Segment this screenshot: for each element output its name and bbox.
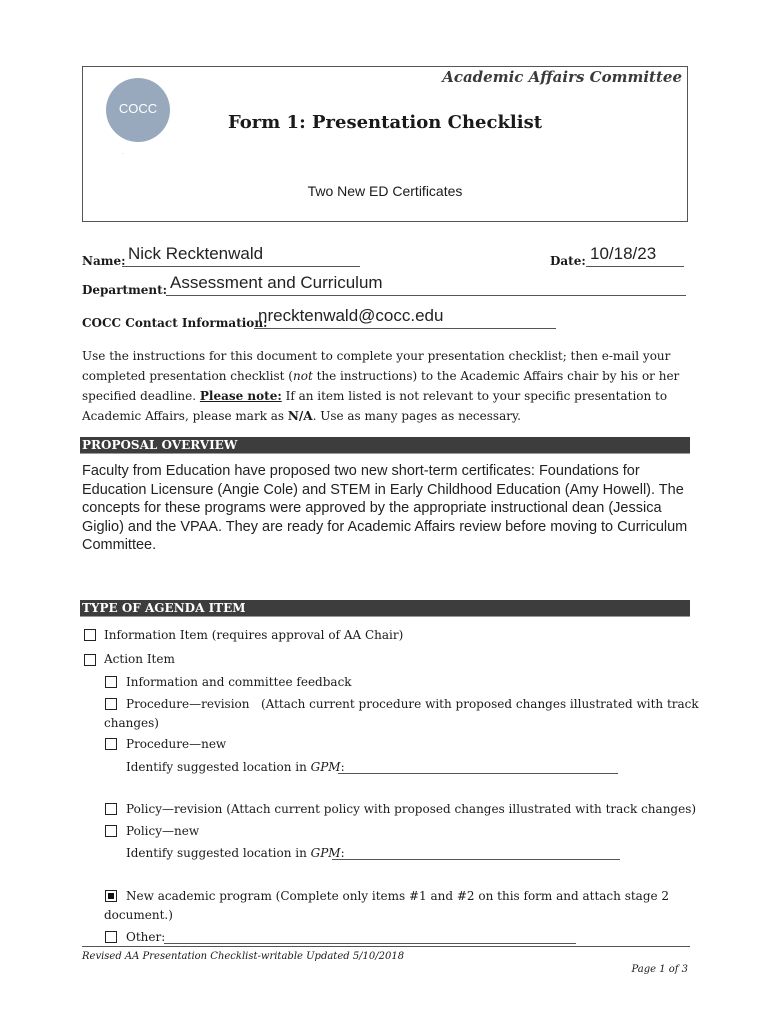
information-item-checkbox[interactable] <box>84 629 96 641</box>
contact-field[interactable]: nrecktenwald@cocc.edu <box>258 306 444 325</box>
policy-new-label: Policy—new <box>126 824 200 838</box>
logo-text: COCC <box>118 101 158 116</box>
footer-revision: Revised AA Presentation Checklist-writable Updated 5/10/2018 <box>82 951 405 962</box>
procedure-revision-label-cont: changes) <box>104 716 159 730</box>
form-title: Form 1: Presentation Checklist <box>227 112 543 133</box>
procedure-location-label: Identify suggested location in GPM: <box>126 760 345 774</box>
procedure-location-line[interactable] <box>338 773 618 774</box>
info-feedback-checkbox[interactable] <box>105 676 117 688</box>
policy-location-label: Identify suggested location in GPM: <box>126 846 345 860</box>
name-label: Name: <box>82 254 126 268</box>
date-line <box>586 266 684 267</box>
department-label: Department: <box>82 283 168 297</box>
procedure-revision-checkbox[interactable] <box>105 698 117 710</box>
agenda-type-heading: TYPE OF AGENDA ITEM <box>80 600 690 617</box>
other-checkbox[interactable] <box>105 931 117 943</box>
footer-divider <box>82 946 690 947</box>
proposal-overview-heading: PROPOSAL OVERVIEW <box>80 437 690 454</box>
policy-revision-label: Policy—revision (Attach current policy with proposed changes illustrated with track changes) <box>126 802 697 816</box>
info-feedback-label: Information and committee feedback <box>126 675 352 689</box>
information-item-label: Information Item (requires approval of AA Chair) <box>104 628 404 642</box>
procedure-revision-label: Procedure—revision (Attach current procedure with proposed changes illustrated with track <box>126 697 699 711</box>
other-label: Other: <box>126 930 166 944</box>
name-field[interactable]: Nick Recktenwald <box>128 244 264 263</box>
form-subtitle: Two New ED Certificates <box>307 183 463 199</box>
instructions-text: Use the instructions for this document to complete your presentation checklist; then e-mail your completed presentation checklist (not the instructions) to the Academic Affairs chair by his or her specified deadline. Please note: If an item listed is not relevant to your specific presentation to Academic Affairs, please mark as N/A. Use as many pages as necessary. <box>82 349 680 423</box>
contact-line <box>254 328 556 329</box>
procedure-new-checkbox[interactable] <box>105 738 117 750</box>
committee-name: Academic Affairs Committee <box>442 68 682 86</box>
new-program-checkbox[interactable] <box>105 890 117 902</box>
new-program-label-cont: document.) <box>104 908 173 922</box>
contact-label: COCC Contact Information: <box>82 316 268 330</box>
department-line <box>166 295 686 296</box>
policy-revision-checkbox[interactable] <box>105 803 117 815</box>
policy-new-checkbox[interactable] <box>105 825 117 837</box>
other-line[interactable] <box>164 943 576 944</box>
name-line <box>122 266 360 267</box>
department-field[interactable]: Assessment and Curriculum <box>170 273 383 292</box>
page-number: Page 1 of 3 <box>631 964 688 975</box>
action-item-checkbox[interactable] <box>84 654 96 666</box>
action-item-label: Action Item <box>104 652 175 666</box>
date-label: Date: <box>550 254 586 268</box>
proposal-overview-text[interactable]: Faculty from Education have proposed two new short-term certificates: Foundations for Education Licensure (Angie Cole) and STEM in Early Childhood Education (Amy Howell). The concepts for these programs were approved by the appropriate instructional dean (Jessica Giglio) and the VPAA. They are ready for Academic Affairs review before moving to Curriculum Committee. <box>82 463 688 553</box>
procedure-new-label: Procedure—new <box>126 737 227 751</box>
new-program-label: New academic program (Complete only items #1 and #2 on this form and attach stage 2 <box>126 889 670 903</box>
date-field[interactable]: 10/18/23 <box>590 244 657 263</box>
policy-location-line[interactable] <box>332 859 620 860</box>
